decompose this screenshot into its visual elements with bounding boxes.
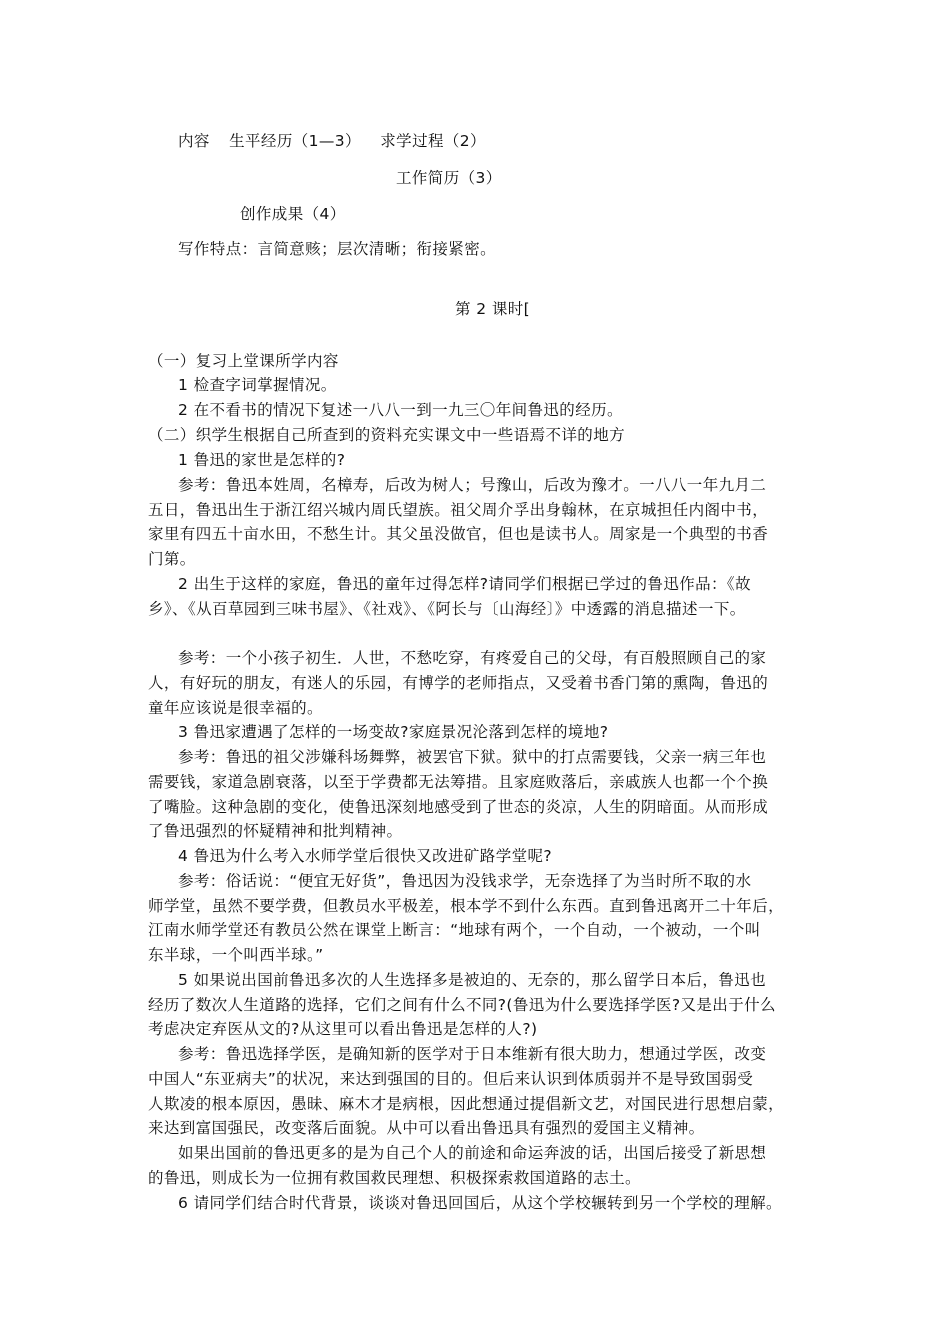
answer-3-line-3: 了嘴脸。这种急剧的变化，使鲁迅深刻地感受到了世态的炎凉，人生的阴暗面。从而形成: [148, 798, 769, 816]
answer-2-line-3: 童年应该说是很幸福的。: [148, 699, 323, 717]
lesson-title: 第 2 课时[: [455, 300, 531, 318]
answer-5b-line-1: 如果出国前的鲁迅更多的是为自己个人的前途和命运奔波的话，出国后接受了新思想: [178, 1144, 767, 1162]
answer-3-line-2: 需要钱，家道急剧衰落，以至于学费都无法筹措。且家庭败落后，亲戚族人也都一个个换: [148, 773, 769, 791]
answer-4-line-3: 江南水师学堂还有教员公然在课堂上断言：“地球有两个，一个自动，一个被动，一个叫: [148, 921, 761, 939]
outline-row-3: 创作成果（4）: [240, 205, 346, 223]
question-4: 4 鲁迅为什么考入水师学堂后很快又改进矿路学堂呢?: [178, 847, 553, 865]
section-2-heading: （二）织学生根据自己所查到的资料充实课文中一些语焉不详的地方: [148, 426, 626, 444]
question-2-line-2: 乡》、《从百草园到三味书屋》、《社戏》、《阿长与〔山海经〕》中透露的消息描述一下。: [148, 600, 746, 618]
question-2-line-1: 2 出生于这样的家庭，鲁迅的童年过得怎样?请同学们根据已学过的鲁迅作品：《故: [178, 575, 751, 593]
answer-5-line-1: 参考：鲁迅选择学医，是确知新的医学对于日本维新有很大助力，想通过学医，改变: [178, 1045, 767, 1063]
question-3: 3 鲁迅家遭遇了怎样的一场变故?家庭景况沦落到怎样的境地?: [178, 723, 609, 741]
answer-1-line-1: 参考：鲁迅本姓周，名樟寿，后改为树人；号豫山，后改为豫才。一八八一年九月二: [178, 476, 767, 494]
question-1: 1 鲁迅的家世是怎样的?: [178, 451, 346, 469]
answer-2-line-1: 参考：一个小孩子初生．人世，不愁吃穿，有疼爱自己的父母，有百般照顾自己的家: [178, 649, 767, 667]
outline-row-1: 内容 生平经历（1—3） 求学过程（2）: [178, 132, 486, 150]
question-6: 6 请同学们结合时代背景，谈谈对鲁迅回国后，从这个学校辗转到另一个学校的理解。: [178, 1194, 782, 1212]
section-1-heading: （一）复习上堂课所学内容: [148, 352, 339, 370]
answer-4-line-1: 参考：俗话说：“便宜无好货”，鲁迅因为没钱求学，无奈选择了为当时所不取的水: [178, 872, 752, 890]
answer-2-line-2: 人，有好玩的朋友，有迷人的乐园，有博学的老师指点，又受着书香门第的熏陶，鲁迅的: [148, 674, 769, 692]
answer-3-line-4: 了鲁迅强烈的怀疑精神和批判精神。: [148, 822, 403, 840]
answer-1-line-3: 家里有四五十亩水田，不愁生计。其父虽没做官，但也是读书人。周家是一个典型的书香: [148, 525, 769, 543]
answer-1-line-4: 门第。: [148, 550, 196, 568]
outline-row-2: 工作简历（3）: [396, 169, 502, 187]
question-5-line-3: 考虑决定弃医从文的?从这里可以看出鲁迅是怎样的人?): [148, 1020, 538, 1038]
section-1-item-2: 2 在不看书的情况下复述一八八一到一九三〇年间鲁迅的经历。: [178, 401, 623, 419]
answer-4-line-4: 东半球，一个叫西半球。”: [148, 946, 324, 964]
answer-5-line-4: 来达到富国强民，改变落后面貌。从中可以看出鲁迅具有强烈的爱国主义精神。: [148, 1119, 705, 1137]
answer-1-line-2: 五日，鲁迅出生于浙江绍兴城内周氏望族。祖父周介孚出身翰林，在京城担任内阁中书，: [148, 501, 769, 519]
question-5-line-1: 5 如果说出国前鲁迅多次的人生选择多是被迫的、无奈的，那么留学日本后，鲁迅也: [178, 971, 766, 989]
question-5-line-2: 经历了数次人生道路的选择，它们之间有什么不同?(鲁迅为什么要选择学医?又是出于什么: [148, 996, 776, 1014]
answer-5-line-3: 人欺凌的根本原因，愚昧、麻木才是病根，因此想通过提倡新文艺，对国民进行思想启蒙，: [148, 1095, 785, 1113]
answer-5-line-2: 中国人“东亚病夫”的状况，来达到强国的目的。但后来认识到体质弱并不是导致国弱受: [148, 1070, 754, 1088]
section-1-item-1: 1 检查字词掌握情况。: [178, 376, 337, 394]
writing-features: 写作特点：言简意赅；层次清晰；衔接紧密。: [178, 240, 497, 258]
answer-4-line-2: 师学堂，虽然不要学费，但教员水平极差，根本学不到什么东西。直到鲁迅离开二十年后，: [148, 897, 785, 915]
answer-3-line-1: 参考：鲁迅的祖父涉嫌科场舞弊，被罢官下狱。狱中的打点需要钱，父亲一病三年也: [178, 748, 767, 766]
answer-5b-line-2: 的鲁迅，则成长为一位拥有救国救民理想、积极探索救国道路的志土。: [148, 1169, 641, 1187]
